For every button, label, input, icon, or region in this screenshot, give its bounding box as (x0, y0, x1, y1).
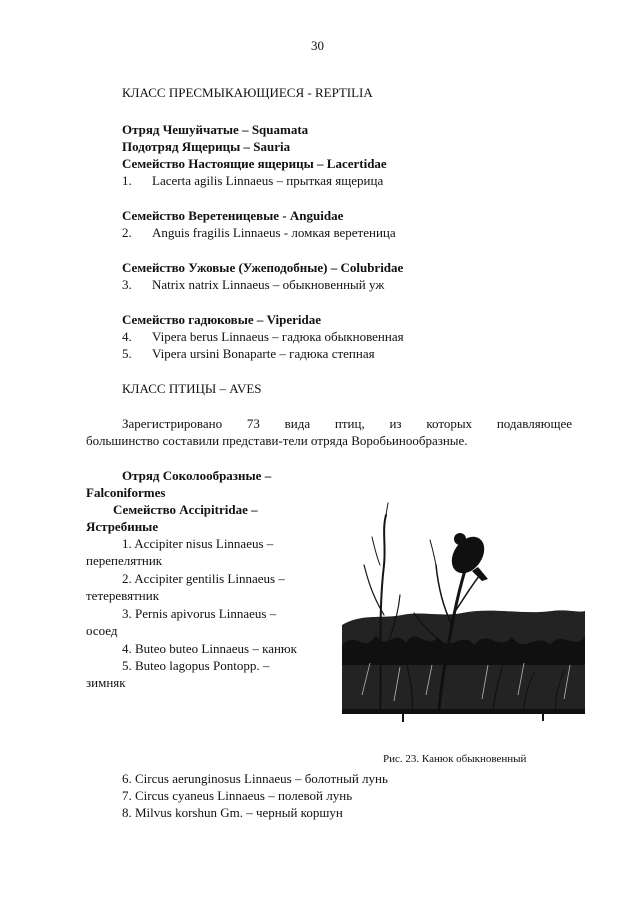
bird-item-2-common: тетеревятник (86, 588, 160, 603)
family-anguidae: Семейство Веретеницевые - Anguidae (122, 208, 344, 223)
bird-item-4-name: 4. Buteo buteo Linnaeus – канюк (122, 641, 297, 656)
family-accipitridae-line-2: Ястребиные (86, 519, 159, 534)
bird-item-2-name: 2. Accipiter gentilis Linnaeus – (122, 571, 285, 586)
species-number: 5. (122, 346, 132, 361)
species-name: Anguis fragilis Linnaeus - ломкая веретеница (152, 225, 396, 240)
bird-item-5-name: 5. Buteo lagopus Pontopp. – (122, 658, 270, 673)
bird-item-1-name: 1. Accipiter nisus Linnaeus – (122, 536, 274, 551)
species-item-3 (122, 276, 384, 293)
family-accipitridae-line-1: Семейство Accipitridae – (113, 502, 258, 517)
species-name: Natrix natrix Linnaeus – обыкновенный уж (152, 277, 385, 292)
species-name: Lacerta agilis Linnaeus – прыткая ящерица (152, 173, 384, 188)
class-reptiles-heading: КЛАСС ПРЕСМЫКАЮЩИЕСЯ - REPTILIA (122, 85, 373, 100)
species-name: Vipera berus Linnaeus – гадюка обыкновенная (152, 329, 404, 344)
species-number: 1. (122, 173, 132, 188)
species-number: 2. (122, 225, 132, 240)
class-birds-heading: КЛАСС ПТИЦЫ – AVES (122, 381, 262, 396)
order-falconiformes-line-1: Отряд Соколообразные – (122, 468, 272, 483)
bird-item-3-common: осоед (86, 623, 118, 638)
species-number: 3. (122, 277, 132, 292)
bird-item-3-name: 3. Pernis apivorus Linnaeus – (122, 606, 277, 621)
species-item-1 (122, 172, 383, 189)
species-number: 4. (122, 329, 132, 344)
bird-item-7: 7. Circus cyaneus Linnaeus – полевой лунь (122, 788, 353, 803)
bird-item-5-common: зимняк (86, 675, 126, 690)
intro-paragraph-line-2: большинство составили представи-тели отряда Воробьинообразные. (86, 433, 468, 448)
species-item-5 (122, 345, 375, 362)
bird-item-6: 6. Circus aerunginosus Linnaeus – болотный лунь (122, 771, 388, 786)
species-item-2 (122, 224, 396, 241)
order-falconiformes-line-2: Falconiformes (86, 485, 166, 500)
family-lacertidae: Семейство Настоящие ящерицы – Lacertidae (122, 156, 387, 171)
intro-paragraph-line-1: Зарегистрировано 73 вида птиц, из которых подавляющее (122, 416, 572, 431)
species-name: Vipera ursini Bonaparte – гадюка степная (152, 346, 375, 361)
family-viperidae: Семейство гадюковые – Viperidae (122, 312, 322, 327)
family-colubridae: Семейство Ужовые (Ужеподобные) – Colubridae (122, 260, 404, 275)
buzzard-photo (342, 495, 585, 735)
species-item-4 (122, 328, 404, 345)
figure-caption: Рис. 23. Канюк обыкновенный (383, 753, 527, 765)
suborder-sauria: Подотряд Ящерицы – Sauria (122, 139, 291, 154)
order-squamata: Отряд Чешуйчатые – Squamata (122, 122, 309, 137)
bird-item-8: 8. Milvus korshun Gm. – черный коршун (122, 805, 343, 820)
bird-item-1-common: перепелятник (86, 553, 163, 568)
page-number: 30 (311, 38, 324, 53)
